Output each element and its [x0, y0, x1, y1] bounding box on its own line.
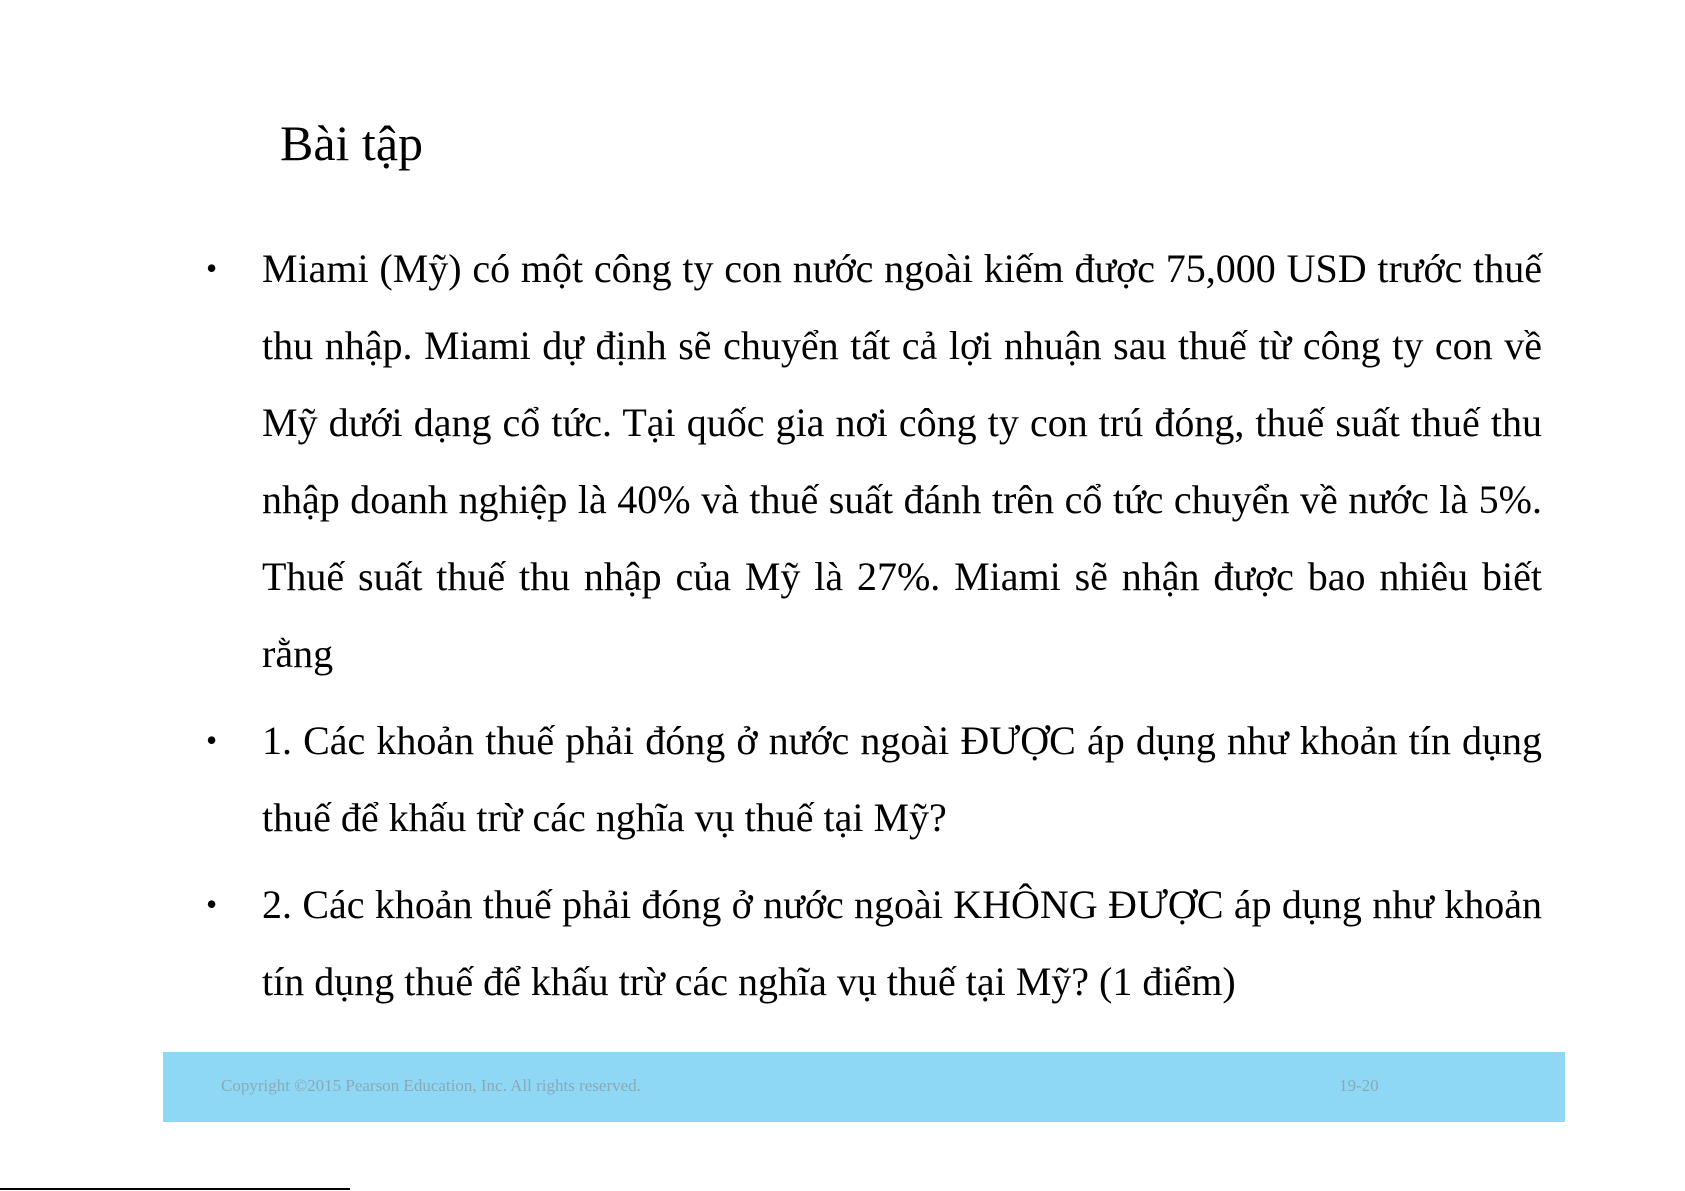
slide-title: Bài tập: [280, 115, 424, 171]
footer-copyright: Copyright ©2015 Pearson Education, Inc. All rights reserved.: [221, 1076, 641, 1095]
bullet-item-question-2: [206, 866, 1542, 1020]
bullet-item-question-1: [206, 702, 1542, 856]
footer-bar: [163, 1052, 1565, 1122]
bullet-dot-icon: •: [206, 886, 218, 922]
bullet-text-problem: Miami (Mỹ) có một công ty con nước ngoài kiếm được 75,000 USD trước thuế thu nhập. Miami dự định sẽ chuyển tất cả lợi nhuận sau thuế từ công ty con về Mỹ dưới dạng cổ tức. Tại quốc gia nơi công ty con trú đóng, thuế suất thuế thu nhập doanh nghiệp là 40% và thuế suất đánh trên cổ tức chuyển về nước là 5%. Thuế suất thuế thu nhập của Mỹ là 27%. Miami sẽ nhận được bao nhiêu biết rằng: [262, 246, 1542, 676]
bullet-text-question-2: 2. Các khoản thuế phải đóng ở nước ngoài KHÔNG ĐƯỢC áp dụng như khoản tín dụng thuế để khấu trừ các nghĩa vụ thuế tại Mỹ? (1 điểm): [262, 882, 1542, 1004]
bullet-dot-icon: •: [206, 722, 218, 758]
footer-page-number: 19-20: [1339, 1076, 1379, 1095]
bullet-text-question-1: 1. Các khoản thuế phải đóng ở nước ngoài ĐƯỢC áp dụng như khoản tín dụng thuế để khấu trừ các nghĩa vụ thuế tại Mỹ?: [262, 718, 1542, 840]
bottom-divider: [0, 1188, 350, 1190]
bullet-dot-icon: •: [206, 250, 218, 286]
bullet-item-problem: [206, 230, 1542, 692]
bullet-list: [206, 230, 1542, 1030]
